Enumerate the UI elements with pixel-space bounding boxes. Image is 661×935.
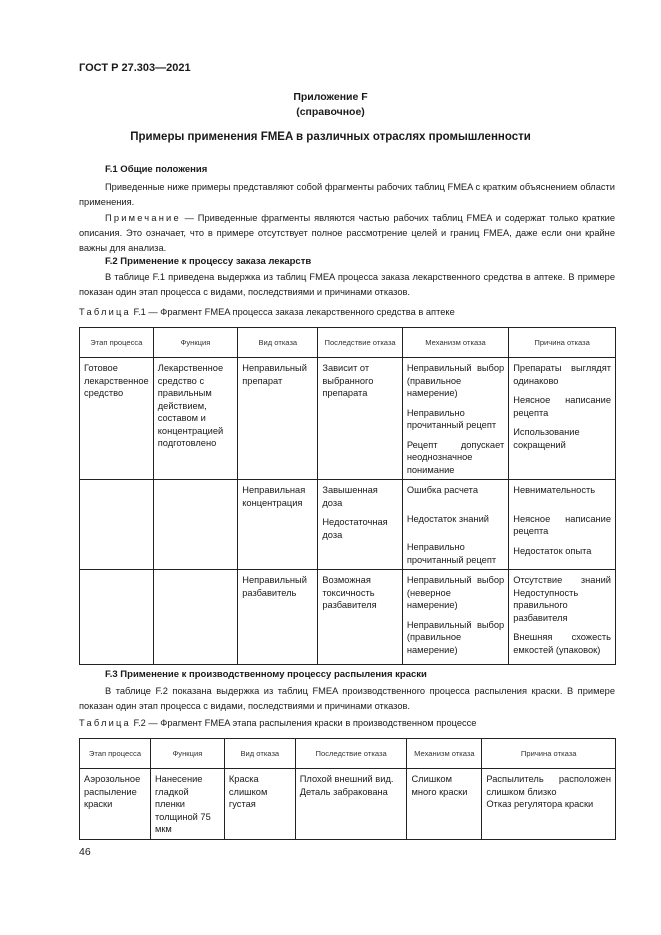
table2-caption bbox=[79, 718, 476, 728]
table-cell bbox=[402, 480, 508, 570]
annex-main-title: Примеры применения FMEA в различных отраслях промышленности bbox=[130, 131, 531, 143]
cell-text: Неправильно прочитанный рецепт bbox=[406, 542, 497, 565]
section-f1-text: Приведенные ниже примеры представляют собой фрагменты рабочих таблиц FMEA с кратким объяснением области применения. bbox=[79, 182, 615, 208]
cell-text: Отказ регулятора краски bbox=[486, 799, 594, 809]
table-cell bbox=[238, 358, 318, 480]
cell-text: Плохой внешний вид. Деталь забракована bbox=[299, 774, 394, 797]
cell-text: Недостаток опыта bbox=[513, 545, 592, 556]
table1-caption bbox=[79, 307, 455, 317]
section-f2-paragraph bbox=[79, 270, 615, 300]
cell-text: Ошибка расчета bbox=[406, 485, 478, 495]
table2-caption-text: F.2 — Фрагмент FMEA этапа распыления краски в производственном процессе bbox=[130, 718, 477, 728]
cell-text: Лекарственное средство с правильным действием, составом и концентрацией подготовлено bbox=[157, 363, 224, 448]
cell-text: Неправильный препарат bbox=[242, 363, 307, 386]
section-f2-text: В таблице F.1 приведена выдержка из таблиц FMEA процесса заказа лекарственного средства в аптеке. В примере показан один этап процесса с видами, последствиями и причинами отказов. bbox=[79, 272, 615, 298]
cell-text: Внешняя схожесть емкостей (упаковок) bbox=[513, 632, 611, 655]
table-cell bbox=[318, 480, 403, 570]
table-cell bbox=[509, 358, 616, 480]
cell-text: Неясное написание рецепта bbox=[513, 513, 611, 536]
table-f1 bbox=[79, 327, 616, 665]
cell-text: Неправильный выбор (правильное намерение) bbox=[406, 363, 505, 398]
cell-text: Неправильно прочитанный рецепт bbox=[406, 407, 497, 430]
section-f1-note bbox=[79, 211, 615, 257]
table-cell bbox=[509, 480, 616, 570]
cell-text: Завышенная доза bbox=[322, 485, 378, 508]
table1-caption-text: F.1 — Фрагмент FMEA процесса заказа лекарственного средства в аптеке bbox=[130, 307, 455, 317]
table2-header-mode: Вид отказа bbox=[224, 739, 295, 769]
table2-header-cause: Причина отказа bbox=[482, 739, 616, 769]
table2-caption-label: Таблица bbox=[79, 718, 131, 728]
annex-subtitle: (справочное) bbox=[296, 106, 365, 118]
table-cell bbox=[153, 570, 238, 665]
cell-text: Распылитель расположен слишком близко bbox=[486, 774, 611, 797]
cell-text: Слишком много краски bbox=[411, 774, 468, 797]
table-cell bbox=[80, 358, 154, 480]
cell-text: Аэрозольное распыление краски bbox=[84, 774, 141, 809]
note-text: — Приведенные фрагменты являются частью рабочих таблиц FMEA и содержат только краткие описания. Это означает, что в примере отсутствует полное рассмотрение целей и границ FMEA, даже если они крайне важны для анализа. bbox=[79, 213, 615, 254]
table-cell bbox=[153, 358, 238, 480]
table-cell bbox=[318, 358, 403, 480]
cell-text: Возможная токсичность разбавителя bbox=[322, 575, 377, 610]
table2-header-stage: Этап процесса bbox=[80, 739, 151, 769]
cell-text: Зависит от выбранного препарата bbox=[322, 363, 374, 398]
cell-text: Неправильный выбор (правильное намерение) bbox=[406, 619, 505, 655]
page-number: 46 bbox=[79, 846, 91, 858]
table1-header-stage: Этап процесса bbox=[80, 328, 154, 358]
table-row bbox=[80, 358, 616, 480]
table-cell bbox=[153, 480, 238, 570]
section-f1-paragraph bbox=[79, 180, 615, 210]
table-f2 bbox=[79, 738, 616, 840]
table-cell bbox=[407, 769, 482, 840]
table1-header-cause: Причина отказа bbox=[509, 328, 616, 358]
cell-text: Неясное написание рецепта bbox=[513, 395, 611, 418]
section-f1-heading: F.1 Общие положения bbox=[105, 164, 208, 175]
note-label: Примечание bbox=[105, 213, 181, 223]
cell-text: Неправильный выбор (неверное намерение) bbox=[406, 575, 505, 610]
section-f3-text: В таблице F.2 показана выдержка из таблиц FMEA производственного процесса распыления краски. В примере показан один этап процесса с видами, последствиями и причинами отказов. bbox=[79, 686, 615, 712]
table-row bbox=[80, 769, 616, 840]
table2-header-row bbox=[80, 739, 616, 769]
annex-title: Приложение F bbox=[293, 91, 368, 103]
table1-caption-label: Таблица bbox=[79, 307, 131, 317]
section-f3-paragraph bbox=[79, 684, 615, 714]
section-f3-heading: F.3 Применение к производственному процессу распыления краски bbox=[105, 669, 427, 680]
table-cell bbox=[238, 570, 318, 665]
table1-header-mechanism: Механизм отказа bbox=[402, 328, 508, 358]
cell-text: Невнимательность bbox=[513, 485, 596, 495]
table-cell bbox=[80, 769, 151, 840]
table2-header-function: Функция bbox=[150, 739, 224, 769]
table1-header-function: Функция bbox=[153, 328, 238, 358]
cell-text: Использование сокращений bbox=[513, 427, 580, 450]
table1-header-mode: Вид отказа bbox=[238, 328, 318, 358]
cell-text: Неправильный разбавитель bbox=[242, 575, 307, 598]
cell-text: Недостаточная доза bbox=[322, 517, 388, 540]
table-cell bbox=[238, 480, 318, 570]
table-row bbox=[80, 480, 616, 570]
cell-text: Недостаток знаний bbox=[406, 513, 489, 524]
cell-text: Краска слишком густая bbox=[228, 774, 268, 809]
table2-header-mechanism: Механизм отказа bbox=[407, 739, 482, 769]
table-row bbox=[80, 570, 616, 665]
cell-text: Готовое лекарственное средство bbox=[84, 363, 149, 398]
cell-text: Неправильная концентрация bbox=[242, 485, 306, 508]
table-cell bbox=[150, 769, 224, 840]
standard-number: ГОСТ Р 27.303—2021 bbox=[79, 62, 191, 74]
cell-text: Нанесение гладкой пленки толщиной 75 мкм bbox=[154, 774, 211, 834]
section-f2-heading: F.2 Применение к процессу заказа лекарств bbox=[105, 256, 312, 267]
cell-text: Рецепт допускает неоднозначное понимание bbox=[406, 439, 505, 475]
table1-header-row bbox=[80, 328, 616, 358]
cell-text: Отсутствие знаний Недоступность правильного разбавителя bbox=[513, 575, 611, 623]
table2-header-effect: Последствие отказа bbox=[295, 739, 407, 769]
table-cell bbox=[402, 570, 508, 665]
annex-heading bbox=[0, 90, 661, 120]
table-cell bbox=[318, 570, 403, 665]
table-cell bbox=[482, 769, 616, 840]
table-cell bbox=[509, 570, 616, 665]
table-cell bbox=[80, 480, 154, 570]
table-cell bbox=[295, 769, 407, 840]
table-cell bbox=[224, 769, 295, 840]
table-cell bbox=[80, 570, 154, 665]
table1-header-effect: Последствие отказа bbox=[318, 328, 403, 358]
table-cell bbox=[402, 358, 508, 480]
cell-text: Препараты выглядят одинаково bbox=[513, 363, 611, 386]
